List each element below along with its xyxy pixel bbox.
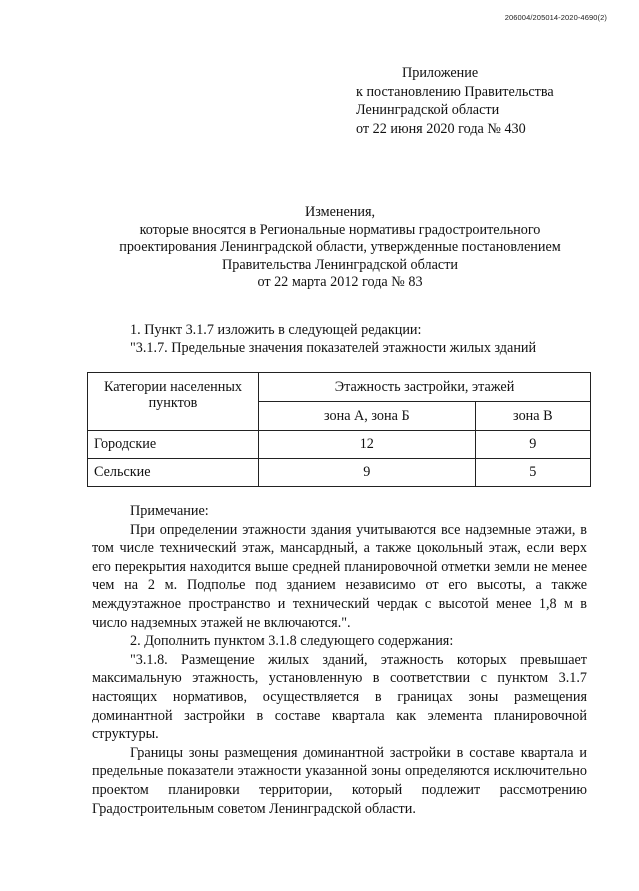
document-title [60,204,620,292]
row-zone-v: 5 [475,459,590,487]
note-text: При определении этажности здания учитываются все надземные этажи, в том числе технический этаж, мансардный, а также цокольный этаж, если верх его перекрытия находится выше средней планировочной отметки земли не менее чем на 2 м. Подполье под зданием независимо от его высоты, а также междуэтажное пространство и технический чердак с высотой менее 1,8 м в число надземных этажей не включаются.". [92,521,587,631]
appendix-line: Ленинградской области [356,102,500,118]
header-floors: Этажность застройки, этажей [259,373,591,402]
title-line: которые вносятся в Региональные нормативы градостроительного [139,221,541,238]
item2-paragraph: Границы зоны размещения доминантной застройки в составе квартала и предельные показатели этажности указанной зоны определяются исключительно проектом планировки территории, который подлежит рассмотрению Градостроительным советом Ленинградской области. [92,744,587,817]
title-line: проектирования Ленинградской области, утвержденные постановлением [119,239,561,255]
title-line: Изменения, [304,204,376,220]
appendix-date: от 22 июня 2020 года № 430 [356,120,526,137]
header-category: Категории населенных пунктов [88,373,259,431]
floors-table [87,372,591,487]
row-zone-ab: 9 [259,459,476,487]
note-section [92,502,587,818]
document-code: 206004/205014-2020-4690(2) [504,13,607,22]
item1-intro: 1. Пункт 3.1.7 изложить в следующей редакции: [130,322,422,338]
table-row [88,431,591,459]
note-heading: Примечание: [130,503,209,519]
header-zone-ab: зона А, зона Б [259,402,476,431]
row-category: Городские [88,431,259,459]
appendix-line: к постановлению Правительства [356,83,554,100]
item2-intro: 2. Дополнить пунктом 3.1.8 следующего содержания: [130,633,454,650]
table-caption: "3.1.7. Предельные значения показателей этажности жилых зданий [130,340,537,356]
row-zone-v: 9 [475,431,590,459]
appendix-title: Приложение [402,65,479,81]
row-zone-ab: 12 [259,431,476,459]
appendix-block [356,64,606,138]
title-line: Правительства Ленинградской области [222,256,458,273]
title-line: от 22 марта 2012 года № 83 [257,274,423,290]
table-row [88,459,591,487]
row-category: Сельские [88,459,259,487]
item2-paragraph: "3.1.8. Размещение жилых зданий, этажность которых превышает максимальную этажность, установленную в соответствии с пунктом 3.1.7 настоящих нормативов, осуществляется в границах зоны размещения доминантной застройки в составе квартала как элемента планировочной структуры. [92,651,587,743]
header-zone-v: зона В [475,402,590,431]
